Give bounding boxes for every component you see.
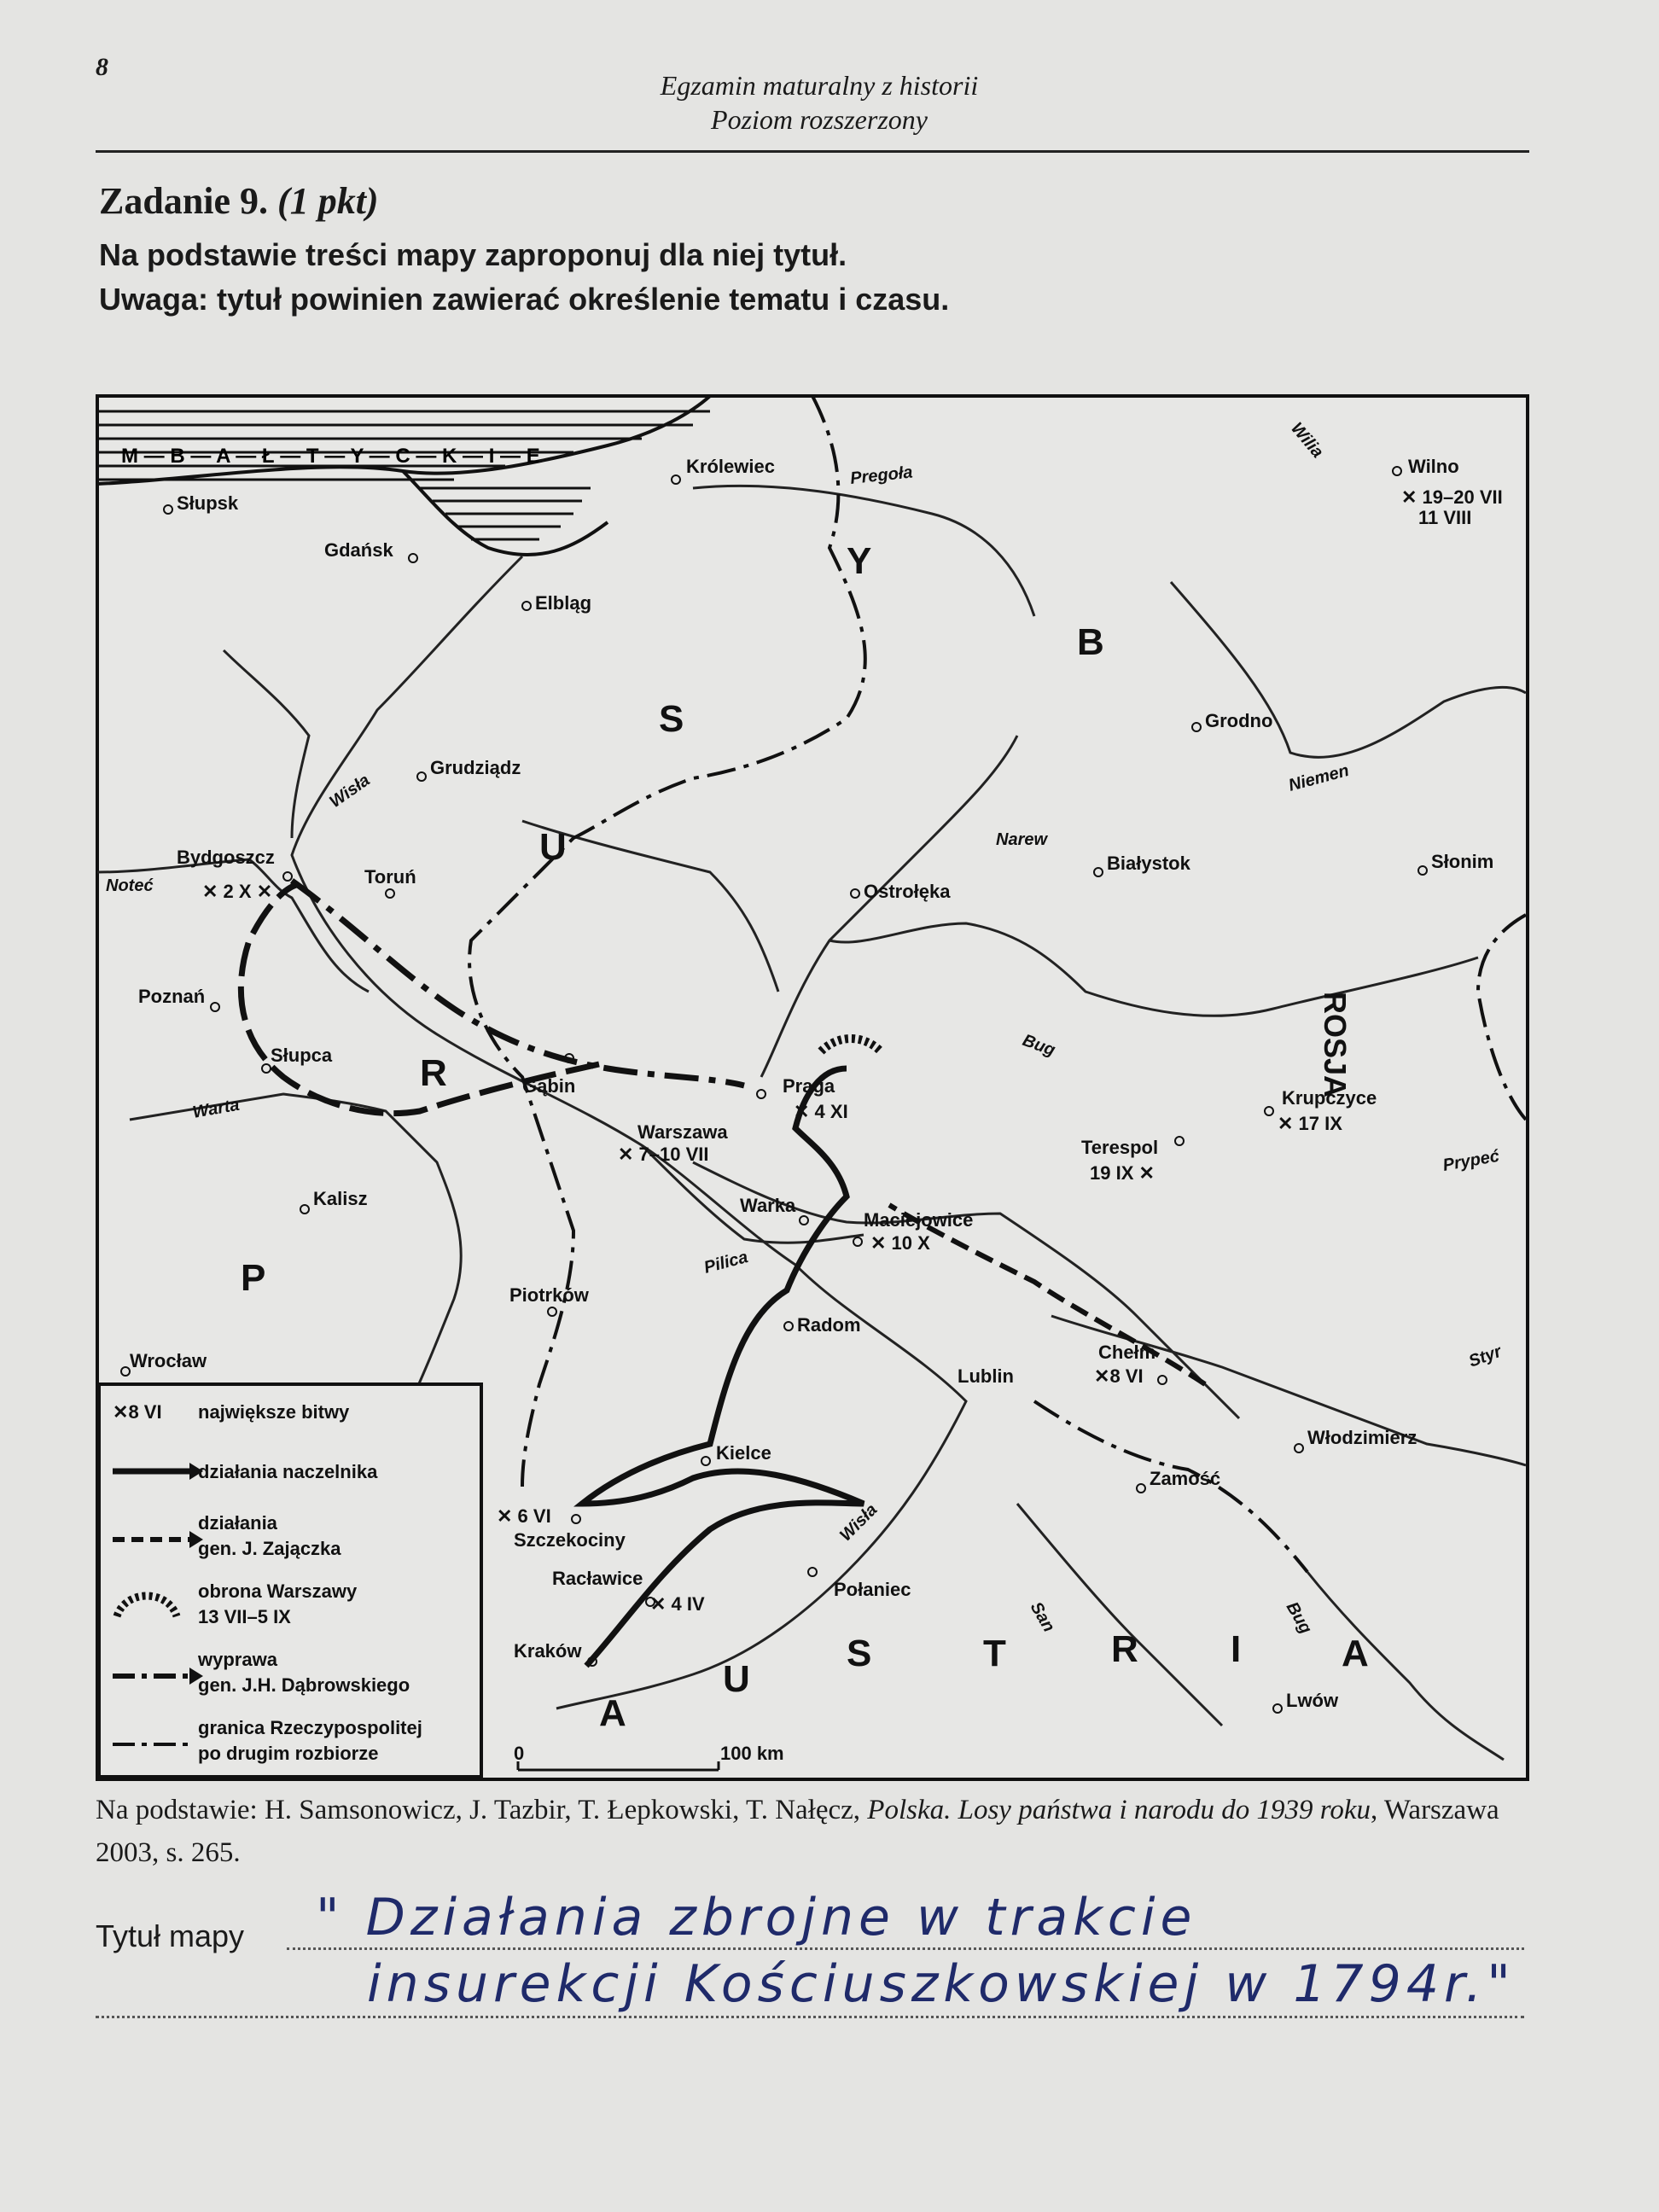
- task-instruction-2: Uwaga: tytuł powinien zawierać określenie tematu i czasu.: [99, 282, 950, 317]
- legend-dabrowski-1: wyprawa: [198, 1649, 277, 1670]
- austria-label-a2: A: [1342, 1633, 1369, 1674]
- svg-text:Gąbin: Gąbin: [522, 1075, 576, 1097]
- map-title-label: Tytuł mapy: [96, 1918, 245, 1953]
- battle-raclawice: [650, 1593, 705, 1615]
- battle-bydgoszcz: [202, 881, 272, 902]
- battle-chelm: [1094, 1365, 1144, 1387]
- svg-text:Krupczyce: Krupczyce: [1282, 1087, 1377, 1109]
- map-source: Na podstawie: H. Samsonowicz, J. Tazbir, T. Łepkowski, T. Nałęcz, Polska. Losy państwa i narodu do 1939 roku, Warszawa 2003, s. 265.: [96, 1795, 1499, 1868]
- svg-text:Maciejowice: Maciejowice: [864, 1209, 974, 1231]
- svg-text:Zamość: Zamość: [1150, 1468, 1221, 1489]
- svg-text:19 IX ✕: 19 IX ✕: [1090, 1162, 1155, 1184]
- svg-text:Białystok: Białystok: [1107, 853, 1190, 874]
- scale-end: 100 km: [720, 1743, 784, 1764]
- legend-battle-symbol: ✕8 VI: [113, 1401, 162, 1423]
- legend-border-2: po drugim rozbiorze: [198, 1743, 379, 1764]
- exam-header: [580, 68, 1058, 137]
- river-label-bug-south: Bug: [1282, 1598, 1316, 1638]
- river-label-notec: Noteć: [106, 876, 154, 895]
- river-label-pregola: Pregoła: [849, 463, 914, 488]
- legend-dabrowski-2: gen. J.H. Dąbrowskiego: [198, 1674, 410, 1696]
- austria-label-u: U: [723, 1658, 750, 1700]
- river-label-niemen: Niemen: [1286, 760, 1352, 795]
- river-label-prypec: Prypeć: [1441, 1146, 1501, 1175]
- battle-warszawa: [618, 1144, 709, 1165]
- svg-text:Lublin: Lublin: [958, 1365, 1014, 1387]
- header-rule: [96, 150, 1529, 153]
- river-label-san: San: [1026, 1598, 1059, 1636]
- prussia-label-y: Y: [847, 540, 872, 582]
- russia-label: ROSJA: [1318, 992, 1353, 1098]
- svg-text:Chełm: Chełm: [1098, 1342, 1156, 1363]
- river-label-wisla-south: Wisła: [835, 1500, 882, 1545]
- legend-warszawa-defence-1: obrona Warszawy: [198, 1580, 358, 1602]
- task-heading: [99, 179, 379, 223]
- svg-text:Słupca: Słupca: [271, 1045, 333, 1066]
- river-label-styr: Styr: [1466, 1342, 1505, 1371]
- prussia-label-r: R: [420, 1052, 447, 1094]
- svg-text:Toruń: Toruń: [364, 866, 416, 888]
- austria-label-i: I: [1231, 1628, 1242, 1670]
- svg-text:Gdańsk: Gdańsk: [324, 539, 393, 561]
- city-grudziadz: [417, 757, 521, 781]
- legend-zajaczek-1: działania: [198, 1512, 277, 1534]
- austria-label-a1: A: [599, 1692, 626, 1734]
- svg-text:Włodzimierz: Włodzimierz: [1307, 1427, 1417, 1448]
- svg-text:Wilno: Wilno: [1408, 456, 1459, 477]
- task-instruction-1: Na podstawie treści mapy zaproponuj dla niej tytuł.: [99, 237, 847, 272]
- svg-text:✕ 7–10 VII: ✕ 7–10 VII: [618, 1144, 709, 1165]
- battle-praga: [794, 1101, 848, 1122]
- svg-text:Kraków: Kraków: [514, 1640, 582, 1662]
- legend-battles: największe bitwy: [198, 1401, 350, 1423]
- prussia-label-u: U: [539, 826, 567, 868]
- river-label-pilica: Pilica: [701, 1248, 750, 1278]
- region-label-b: B: [1077, 621, 1104, 663]
- exam-header-line2: Poziom rozszerzony: [711, 104, 928, 135]
- prussia-label-p: P: [241, 1257, 266, 1299]
- svg-text:11 VIII: 11 VIII: [1418, 507, 1472, 528]
- svg-text:Szczekociny: Szczekociny: [514, 1529, 626, 1551]
- svg-text:Elbląg: Elbląg: [535, 592, 592, 614]
- svg-text:Lwów: Lwów: [1286, 1690, 1339, 1711]
- baltic-label: M — B — A — Ł — T — Y — C — K — I — E: [121, 445, 540, 468]
- battle-szczekociny: [497, 1505, 551, 1527]
- battle-krupczyce: [1278, 1113, 1342, 1134]
- svg-text:Wrocław: Wrocław: [130, 1350, 207, 1371]
- svg-text:Radom: Radom: [797, 1314, 861, 1336]
- svg-text:Grudziądz: Grudziądz: [430, 757, 521, 778]
- city-zamosc: [1137, 1468, 1220, 1493]
- legend-zajaczek-2: gen. J. Zajączka: [198, 1538, 341, 1559]
- svg-text:Kalisz: Kalisz: [313, 1188, 368, 1209]
- legend-border-1: granica Rzeczypospolitej: [198, 1717, 422, 1738]
- city-warszawa: [637, 1121, 728, 1143]
- svg-text:Królewiec: Królewiec: [686, 456, 775, 477]
- svg-text:Bydgoszcz: Bydgoszcz: [177, 847, 275, 868]
- prussia-label-s: S: [659, 698, 684, 740]
- svg-text:Piotrków: Piotrków: [509, 1284, 589, 1306]
- page-number: 8: [96, 53, 108, 81]
- svg-text:✕8 VI: ✕8 VI: [1094, 1365, 1144, 1387]
- svg-text:✕ 10 X: ✕ 10 X: [870, 1232, 930, 1254]
- map-legend: [99, 1384, 481, 1777]
- river-label-bug: Bug: [1020, 1031, 1058, 1060]
- task-title: Zadanie 9.: [99, 180, 269, 222]
- svg-text:Racławice: Racławice: [552, 1568, 643, 1589]
- svg-text:Poznań: Poznań: [138, 986, 206, 1007]
- river-label-wilia: Wilia: [1287, 419, 1327, 462]
- svg-text:Terespol: Terespol: [1081, 1137, 1159, 1158]
- svg-text:Ostrołęka: Ostrołęka: [864, 881, 951, 902]
- svg-text:✕ 4 IV: ✕ 4 IV: [650, 1593, 705, 1615]
- handwritten-answer-line-2: insurekcji Kościuszkowskiej w 1794r.": [367, 1954, 1516, 2014]
- city-ostroleka: [851, 881, 951, 902]
- city-lublin: [958, 1365, 1014, 1387]
- legend-naczelnik: działania naczelnika: [198, 1461, 378, 1482]
- historical-map: [96, 394, 1529, 1781]
- svg-text:✕ 4 XI: ✕ 4 XI: [794, 1101, 848, 1122]
- austria-label-r: R: [1111, 1628, 1138, 1670]
- austria-label-s: S: [847, 1633, 872, 1674]
- svg-text:Połaniec: Połaniec: [834, 1579, 911, 1600]
- exam-header-line1: Egzamin maturalny z historii: [660, 70, 979, 101]
- battle-maciejowice: [870, 1232, 930, 1254]
- handwritten-answer-line-1: " Działania zbrojne w trakcie: [316, 1888, 1197, 1947]
- answer-line-2[interactable]: [96, 2016, 1524, 2018]
- river-label-wisla: Wisła: [326, 771, 374, 812]
- svg-text:Warszawa: Warszawa: [637, 1121, 728, 1143]
- svg-text:Praga: Praga: [783, 1075, 835, 1097]
- scale-start: 0: [514, 1743, 525, 1764]
- svg-text:✕ 6 VI: ✕ 6 VI: [497, 1505, 551, 1527]
- svg-text:Kielce: Kielce: [716, 1442, 771, 1464]
- svg-text:✕ 19–20 VII: ✕ 19–20 VII: [1401, 486, 1503, 508]
- svg-text:Grodno: Grodno: [1205, 710, 1273, 731]
- svg-text:Warka: Warka: [740, 1195, 796, 1216]
- city-grodno: [1192, 710, 1272, 731]
- task-points: (1 pkt): [277, 180, 379, 222]
- svg-text:Słonim: Słonim: [1431, 851, 1494, 872]
- battle-terespol: [1090, 1162, 1155, 1184]
- city-bialystok: [1094, 853, 1191, 876]
- river-label-narew: Narew: [996, 830, 1048, 849]
- svg-text:Słupsk: Słupsk: [177, 492, 239, 514]
- answer-line-1[interactable]: [287, 1947, 1524, 1950]
- austria-label-t: T: [983, 1633, 1006, 1674]
- svg-text:✕ 2 X ✕: ✕ 2 X ✕: [202, 881, 273, 902]
- river-label-warta: Warta: [191, 1095, 242, 1122]
- legend-warszawa-defence-2: 13 VII–5 IX: [198, 1606, 291, 1627]
- svg-text:✕ 17 IX: ✕ 17 IX: [1278, 1113, 1342, 1134]
